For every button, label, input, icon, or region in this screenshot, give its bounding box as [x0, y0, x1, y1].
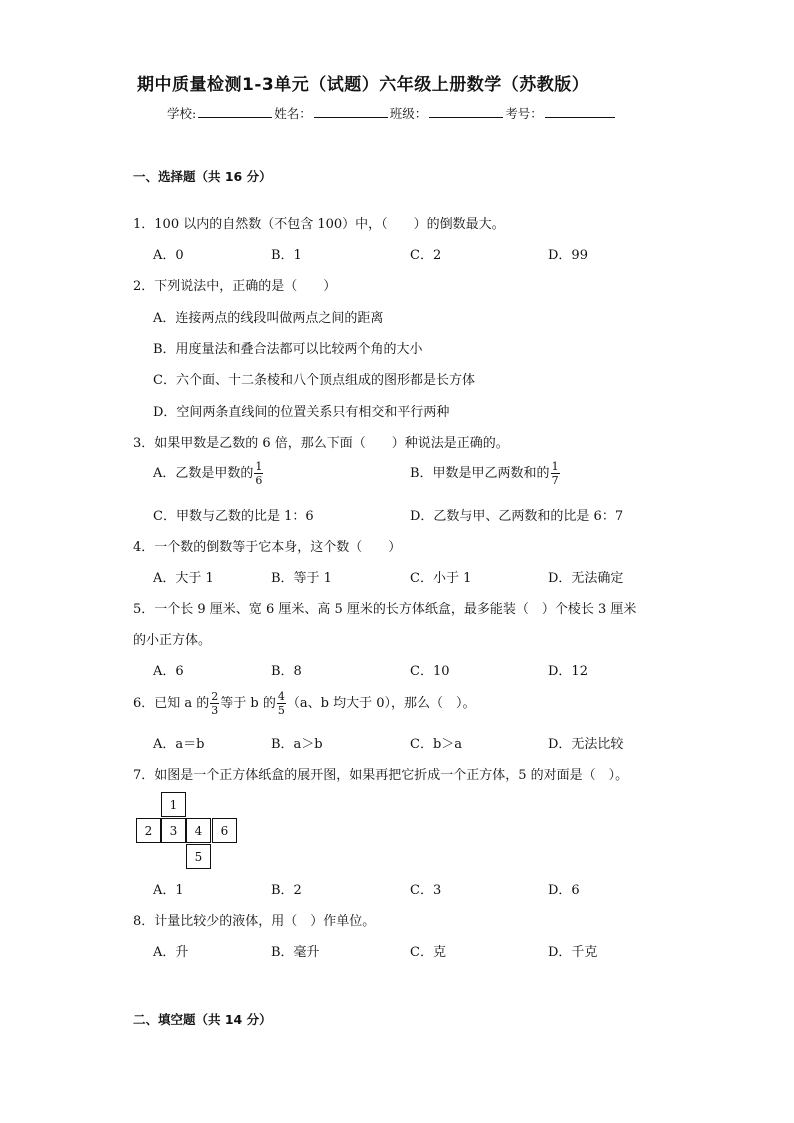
q2-option-c[interactable]: C．六个面、十二条棱和八个顶点组成的图形都是长方体	[153, 373, 475, 388]
question-8: 8．计量比较少的液体，用（ ）作单位。	[133, 914, 376, 929]
page-title: 期中质量检测1-3单元（试题）六年级上册数学（苏教版）	[137, 75, 590, 95]
q1-option-b[interactable]: B．1	[271, 248, 302, 263]
q3-option-a-text: A．乙数是甲数的	[153, 466, 254, 481]
q5-option-a[interactable]: A．6	[153, 664, 184, 679]
fraction-numerator: 1	[551, 460, 559, 473]
fraction-denominator: 7	[551, 474, 559, 487]
question-6	[133, 690, 476, 717]
school-blank[interactable]	[198, 104, 272, 118]
section-title-fill-in: 二、填空题（共 14 分）	[133, 1012, 272, 1027]
question-4: 4．一个数的倒数等于它本身，这个数（ ）	[133, 540, 402, 555]
net-cell-5: 5	[186, 844, 211, 869]
q3-option-d[interactable]: D．乙数与甲、乙两数和的比是 6：7	[410, 509, 624, 524]
q7-option-b[interactable]: B．2	[271, 883, 302, 898]
q5-option-d[interactable]: D．12	[548, 664, 588, 679]
q2-option-d[interactable]: D．空间两条直线间的位置关系只有相交和平行两种	[153, 405, 450, 420]
q6-text-middle: 等于 b 的	[220, 696, 276, 711]
section-title-choice: 一、选择题（共 16 分）	[133, 169, 272, 184]
school-label: 学校:	[167, 106, 197, 121]
question-2: 2．下列说法中，正确的是（ ）	[133, 279, 337, 294]
q1-option-a[interactable]: A．0	[153, 248, 184, 263]
q2-option-a[interactable]: A．连接两点的线段叫做两点之间的距离	[153, 311, 384, 326]
fraction-numerator: 4	[277, 690, 285, 703]
net-cell-6: 6	[212, 818, 237, 843]
name-label: 姓名：	[274, 106, 312, 121]
cube-net-figure	[135, 790, 241, 870]
q4-option-d[interactable]: D．无法确定	[548, 571, 624, 586]
q3-option-c[interactable]: C．甲数与乙数的比是 1：6	[153, 509, 314, 524]
fraction-numerator: 1	[255, 460, 263, 473]
q8-option-d[interactable]: D．千克	[548, 945, 598, 960]
student-info-line	[167, 104, 617, 122]
q4-option-b[interactable]: B．等于 1	[271, 571, 332, 586]
q3-option-b[interactable]	[410, 460, 561, 487]
net-cell-1: 1	[161, 792, 186, 817]
class-label: 班级：	[389, 106, 428, 121]
fraction	[551, 460, 560, 487]
question-7: 7．如图是一个正方体纸盒的展开图，如果再把它折成一个正方体，5 的对面是（ ）。	[133, 768, 629, 783]
net-cell-3: 3	[161, 818, 186, 843]
q6-option-a[interactable]: A．a＝b	[153, 737, 205, 752]
q8-option-a[interactable]: A．升	[153, 945, 189, 960]
fraction	[210, 690, 219, 717]
q7-option-a[interactable]: A．1	[153, 883, 184, 898]
q3-option-b-text: B．甲数是甲乙两数和的	[410, 466, 550, 481]
q6-text-suffix: （a、b 均大于 0），那么（ ）。	[286, 696, 476, 711]
number-blank[interactable]	[545, 104, 615, 118]
q7-option-c[interactable]: C．3	[410, 883, 442, 898]
q3-option-a[interactable]	[153, 460, 264, 487]
q4-option-a[interactable]: A．大于 1	[153, 571, 214, 586]
q5-option-c[interactable]: C．10	[410, 664, 450, 679]
name-blank[interactable]	[314, 104, 388, 118]
q5-option-b[interactable]: B．8	[271, 664, 302, 679]
q1-option-d[interactable]: D．99	[548, 248, 588, 263]
q6-option-d[interactable]: D．无法比较	[548, 737, 624, 752]
q8-option-c[interactable]: C．克	[410, 945, 446, 960]
fraction-numerator: 2	[211, 690, 219, 703]
question-5-line-2: 的小正方体。	[133, 633, 212, 648]
fraction	[254, 460, 263, 487]
fraction	[277, 690, 286, 717]
q2-option-b[interactable]: B．用度量法和叠合法都可以比较两个角的大小	[153, 342, 423, 357]
fraction-denominator: 3	[211, 704, 219, 717]
q8-option-b[interactable]: B．毫升	[271, 945, 320, 960]
q6-text-prefix: 6．已知 a 的	[133, 696, 210, 711]
class-blank[interactable]	[429, 104, 503, 118]
q7-option-d[interactable]: D．6	[548, 883, 580, 898]
q1-option-c[interactable]: C．2	[410, 248, 442, 263]
number-label: 考号：	[505, 106, 543, 121]
q6-option-c[interactable]: C．b＞a	[410, 737, 463, 752]
question-1: 1．100 以内的自然数（不包含 100）中，（ ）的倒数最大。	[133, 217, 505, 232]
question-5-line-1: 5．一个长 9 厘米、宽 6 厘米、高 5 厘米的长方体纸盒，最多能装（ ）个棱长 3 厘米	[133, 602, 637, 617]
net-cell-4: 4	[186, 818, 211, 843]
q6-option-b[interactable]: B．a＞b	[271, 737, 323, 752]
fraction-denominator: 6	[255, 474, 263, 487]
fraction-denominator: 5	[277, 704, 285, 717]
q4-option-c[interactable]: C．小于 1	[410, 571, 472, 586]
question-3: 3．如果甲数是乙数的 6 倍，那么下面（ ）种说法是正确的。	[133, 436, 509, 451]
net-cell-2: 2	[136, 818, 161, 843]
